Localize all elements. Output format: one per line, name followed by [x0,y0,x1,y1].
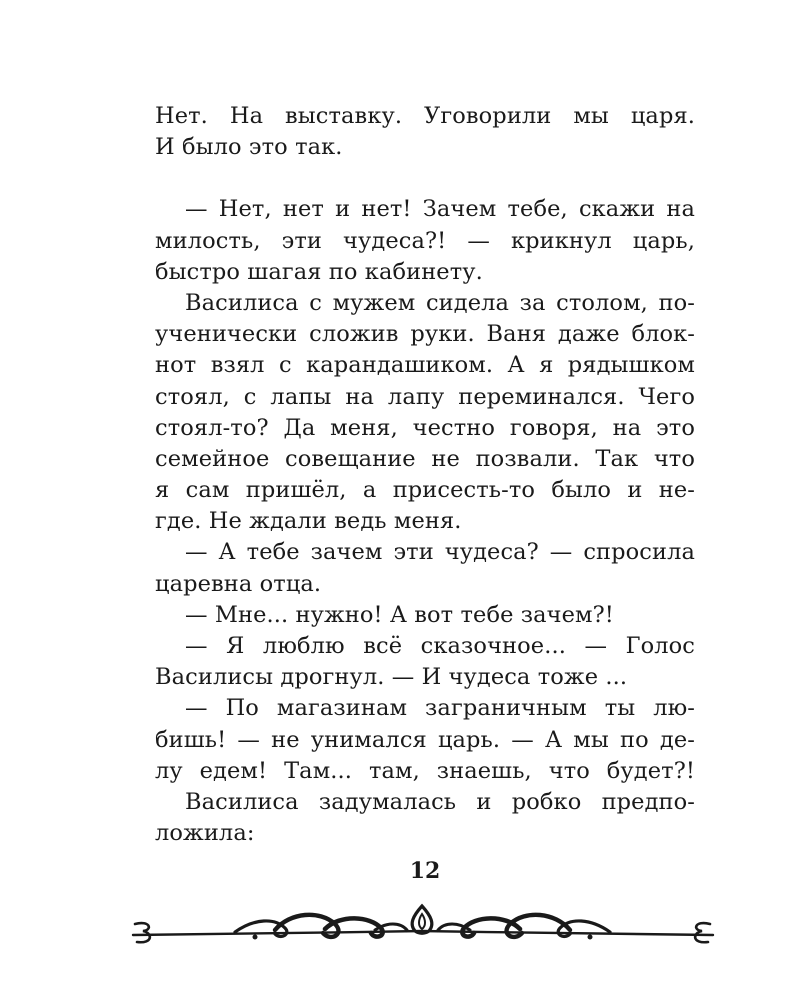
paragraph-gap [155,163,695,194]
page-body-text [155,101,695,849]
text-line: семейное совещание не позвали. Так что [155,445,695,472]
text-line: лу едем! Там... там, знаешь, что будет?! [155,757,695,784]
text-line: бишь! — не унимался царь. — А мы по де- [155,726,695,753]
text-line: Василиса задумалась и робко предпо- [185,788,695,815]
text-line: — Нет, нет и нет! Зачем тебе, скажи на [185,196,695,223]
text-line: — Я люблю всё сказочное... — Голос [185,633,695,659]
text-line: быстро шагая по кабинету. [155,258,483,285]
text-line: Василисы дрогнул. — И чудеса тоже ... [155,664,628,691]
text-line: царевна отца. [155,570,322,597]
text-line: Нет. На выставку. Уговорили мы царя. [155,103,695,129]
page-number: 12 [409,858,441,884]
text-line: — А тебе зачем эти чудеса? — спросила [185,539,695,566]
text-line: стоял-то? Да меня, честно говоря, на это [155,414,695,441]
decorative-flourish-icon [125,900,720,960]
text-line: я сам пришёл, а присесть-то было и не- [155,477,695,504]
text-line: ученически сложив руки. Ваня даже блок- [155,321,695,348]
text-line: — По магазинам заграничным ты лю- [185,695,695,722]
text-line: нот взял с карандашиком. А я рядышком [155,352,695,379]
text-line: И было это так. [155,134,343,161]
text-line: стоял, с лапы на лапу переминался. Чего [155,383,695,410]
text-line: — Мне... нужно! А вот тебе зачем?! [185,601,614,628]
text-line: где. Не ждали ведь меня. [155,508,462,535]
text-line: ложила: [155,820,255,847]
text-line: милость, эти чудеса?! — крикнул царь, [155,227,695,254]
text-line: Василиса с мужем сидела за столом, по- [185,289,695,316]
